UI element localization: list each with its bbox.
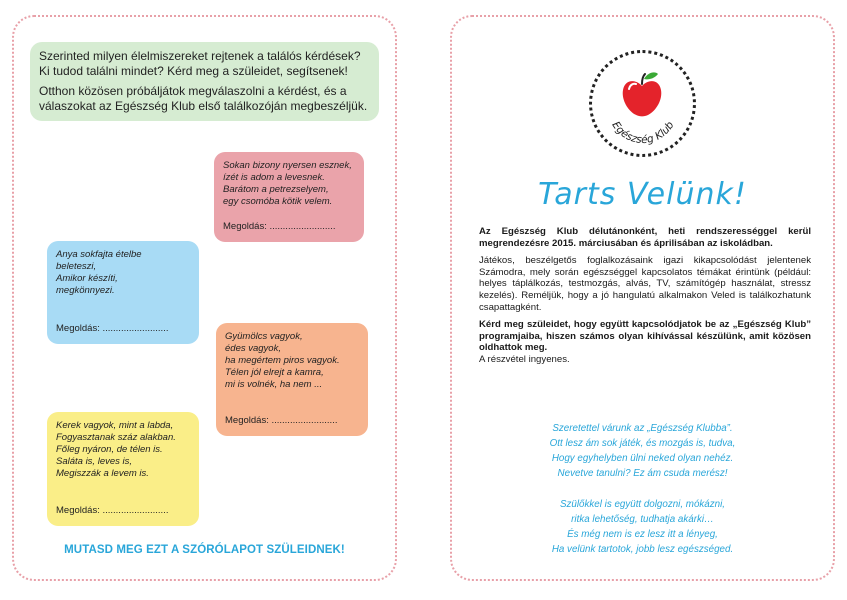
riddle-line: Kerek vagyok, mint a labda,	[56, 420, 174, 431]
riddle-line: Főleg nyáron, de télen is.	[56, 444, 163, 455]
apple-icon	[623, 72, 662, 116]
poem-line: Ott lesz ám sok játék, és mozgás is, tudva,	[549, 438, 736, 449]
riddle-line: Fogyasztanak száz alakban.	[56, 432, 176, 443]
intro-box	[30, 42, 379, 121]
headline: Tarts Velünk!	[538, 177, 747, 212]
riddle-solution: Megoldás: .........................	[223, 221, 336, 232]
riddle-line: mi is volnék, ha nem ...	[225, 379, 323, 390]
riddle-line: Sokan bizony nyersen esznek,	[223, 160, 352, 171]
intro-discuss: Otthon közösen próbáljátok megválaszolni a kérdést, és a válaszokat az Egészség Klub első találkozóján megbeszéljük.	[39, 84, 368, 113]
riddle-line: édes vagyok,	[225, 343, 281, 354]
riddle-line: beleteszi,	[56, 261, 97, 272]
riddle-line: ha megértem piros vagyok.	[225, 355, 340, 366]
riddle-line: Télen jól elrejt a kamra,	[225, 367, 324, 378]
riddle-line: ízét is adom a levesnek.	[223, 172, 325, 183]
riddle-card-3	[216, 323, 368, 436]
riddle-card-1	[214, 152, 364, 242]
riddle-line: Anya sokfajta ételbe	[56, 249, 142, 260]
poem-line: ritka lehetőség, tudhatja akárki…	[571, 514, 714, 525]
riddle-line: Megiszzák a levem is.	[56, 468, 149, 479]
call-to-action: MUTASD MEG EZT A SZÓRÓLAPOT SZÜLEIDNEK!	[64, 544, 345, 556]
poem-stanza-2	[452, 497, 833, 557]
poem-line: Ha velünk tartotok, jobb lesz egészséged.	[551, 544, 734, 555]
right-panel	[450, 15, 835, 581]
riddle-line: Amikor készíti,	[56, 273, 118, 284]
info-paragraph-schedule: Az Egészség Klub délutánonként, heti rendszerességgel kerül megrendezésre 2015. márciusában és áprilisában az iskoládban.	[479, 226, 811, 249]
riddle-line: Saláta is, leves is,	[56, 456, 133, 467]
info-paragraph-free: A részvétel ingyenes.	[479, 353, 570, 365]
riddle-solution: Megoldás: .........................	[225, 415, 338, 426]
poem-line: Szülőkkel is együtt dolgozni, mókázni,	[560, 499, 725, 510]
riddle-card-4	[47, 412, 199, 526]
club-logo	[589, 50, 696, 157]
intro-questions: Szerinted milyen élelmiszereket rejtenek a találós kérdések? Ki tudod találni mindet? Kérd meg a szüleidet, segítsenek!	[39, 49, 361, 78]
riddle-line: Barátom a petrezselyem,	[223, 184, 329, 195]
poem-line: Szeretettel várunk az „Egészség Klubba”.	[552, 423, 733, 434]
riddle-line: egy csomóba kötik velem.	[223, 196, 333, 207]
riddle-line: megkönnyezi.	[56, 285, 115, 296]
logo-text: Egészség Klub	[609, 119, 677, 147]
poem-stanza-1	[452, 421, 833, 481]
info-text	[479, 226, 811, 372]
poem-line: Nevetve tanulni? Ez ám csuda merész!	[557, 468, 728, 479]
riddle-solution: Megoldás: .........................	[56, 505, 169, 516]
info-paragraph-activities: Játékos, beszélgetős foglalkozásaink igazi kikapcsolódást jelentenek Számodra, mely során egészséggel kapcsolatos témákat érintünk (például: helyes táplálkozás, testmozgás, alvás, TV, számítógép használat, stressz kezelés). Reméljük, hogy a jó hangulatú alkalmakon Veled is találkozhatunk csapattagként.	[479, 255, 811, 313]
left-panel	[12, 15, 397, 581]
poem-line: És még nem is ez lesz itt a lényeg,	[567, 529, 718, 540]
riddle-card-2	[47, 241, 199, 344]
riddle-solution: Megoldás: .........................	[56, 323, 169, 334]
logo-graphic	[592, 53, 693, 154]
poem-line: Hogy egyhelyben ülni neked olyan nehéz.	[551, 453, 734, 464]
info-paragraph-parents: Kérd meg szüleidet, hogy együtt kapcsolódjatok be az „Egészség Klub” programjaiba, hiszen számos olyan kihívással készülünk, amit közösen oldhattok meg.	[479, 319, 811, 354]
riddle-line: Gyümölcs vagyok,	[225, 331, 303, 342]
